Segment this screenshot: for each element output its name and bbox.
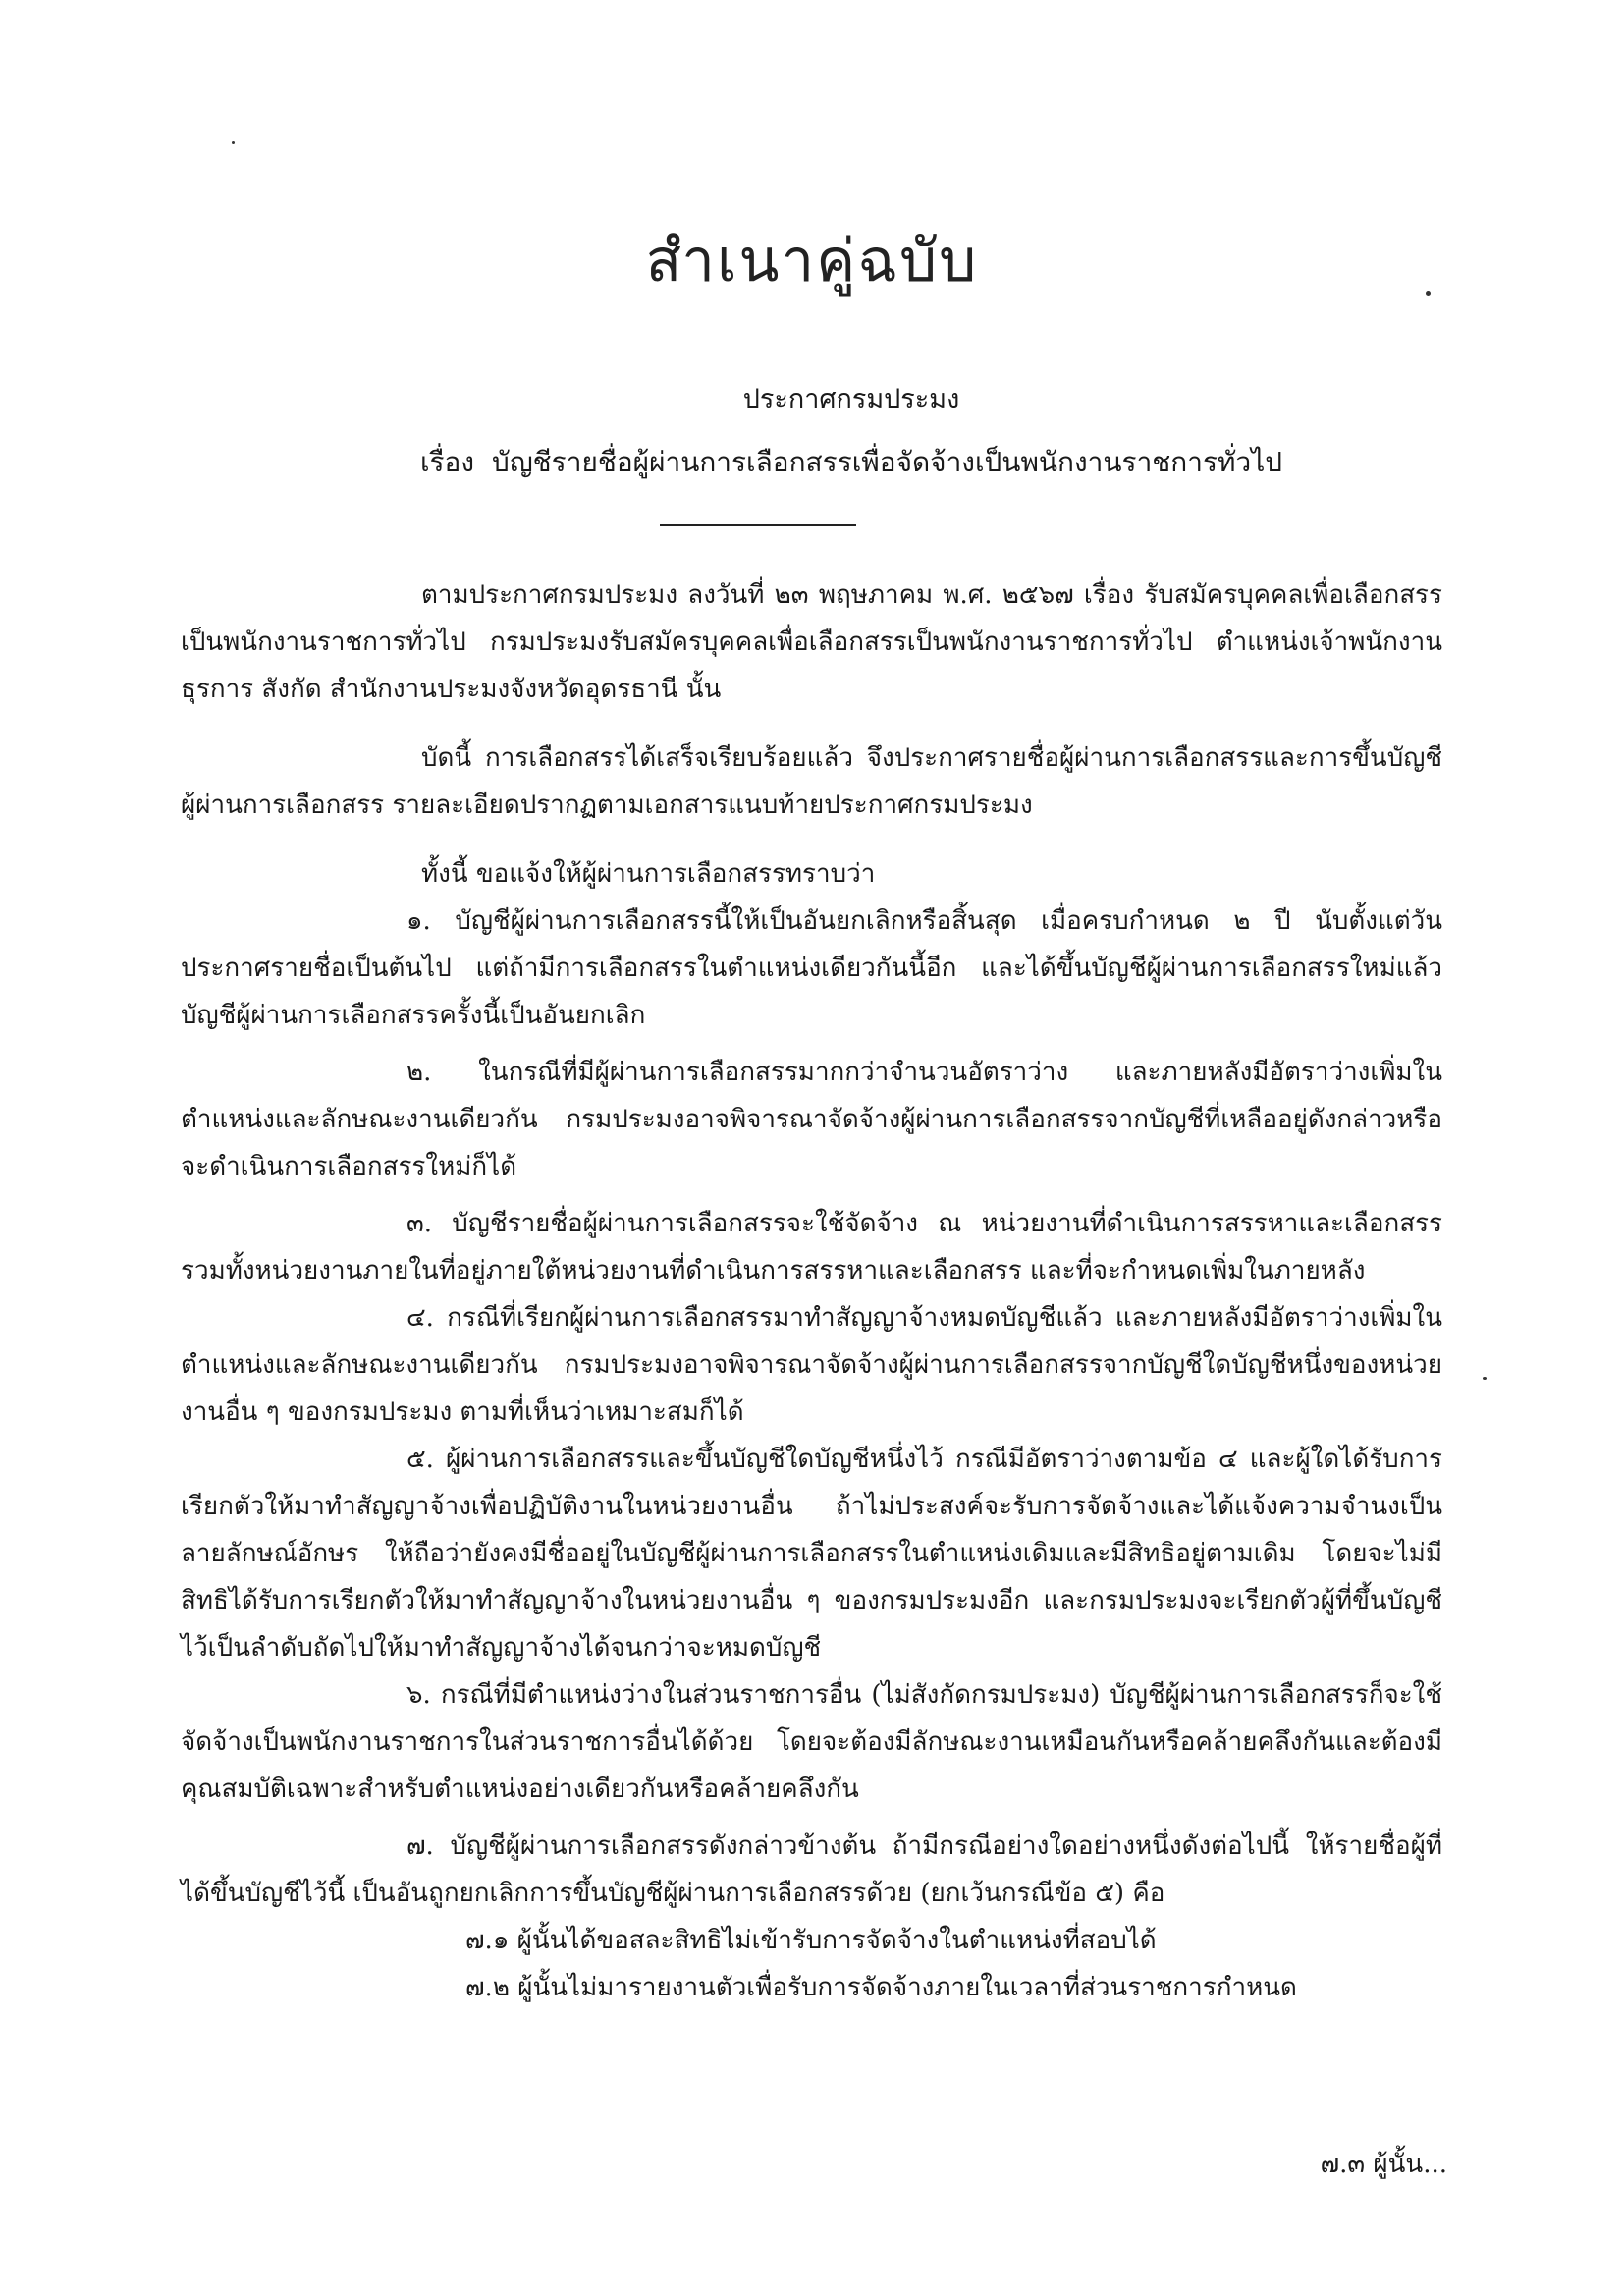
condition-item-4: ๔. กรณีที่เรียกผู้ผ่านการเลือกสรรมาทำสัญญาจ้างหมดบัญชีแล้ว และภายหลังมีอัตราว่างเพิ่มในตำแหน่งและลักษณะงานเดียวกัน กรมประมงอาจพิจารณาจัดจ้างผู้ผ่านการเลือกสรรจากบัญชีใดบัญชีหนึ่งของหน่วยงานอื่น ๆ ของกรมประมง ตามที่เห็นว่าเหมาะสมก็ได้	[181, 1303, 1442, 1427]
intro-paragraph: ตามประกาศกรมประมง ลงวันที่ ๒๓ พฤษภาคม พ.ศ. ๒๕๖๗ เรื่อง รับสมัครบุคคลเพื่อเลือกสรรเป็นพนักงานราชการทั่วไป กรมประมงรับสมัครบุคคลเพื่อเลือกสรรเป็นพนักงานราชการทั่วไป ตำแหน่งเจ้าพนักงานธุรการ สังกัด สำนักงานประมงจังหวัดอุดรธานี นั้น	[181, 580, 1442, 704]
scan-speck	[1426, 291, 1431, 296]
announcement-title: ประกาศกรมประมง	[742, 384, 960, 414]
announcement-header	[0, 377, 1624, 484]
notice-paragraph: ทั้งนี้ ขอแจ้งให้ผู้ผ่านการเลือกสรรทราบว่า	[421, 859, 876, 889]
announce-paragraph: บัดนี้ การเลือกสรรได้เสร็จเรียบร้อยแล้ว จึงประกาศรายชื่อผู้ผ่านการเลือกสรรและการขึ้นบัญชีผู้ผ่านการเลือกสรร รายละเอียดปรากฏตามเอกสารแนบท้ายประกาศกรมประมง	[181, 743, 1442, 820]
scan-speck	[1483, 1377, 1487, 1380]
condition-item-5: ๕. ผู้ผ่านการเลือกสรรและขึ้นบัญชีใดบัญชีหนึ่งไว้ กรณีมีอัตราว่างตามข้อ ๔ และผู้ใดได้รับการเรียกตัวให้มาทำสัญญาจ้างเพื่อปฏิบัติงานในหน่วยงานอื่น ถ้าไม่ประสงค์จะรับการจัดจ้างและได้แจ้งความจำนงเป็นลายลักษณ์อักษร ให้ถือว่ายังคงมีชื่ออยู่ในบัญชีผู้ผ่านการเลือกสรรในตำแหน่งเดิมและมีสิทธิอยู่ตามเดิม โดยจะไม่มีสิทธิได้รับการเรียกตัวให้มาทำสัญญาจ้างในหน่วยงานอื่น ๆ ของกรมประมงอีก และกรมประมงจะเรียกตัวผู้ที่ขึ้นบัญชีไว้เป็นลำดับถัดไปให้มาทำสัญญาจ้างได้จนกว่าจะหมดบัญชี	[181, 1445, 1442, 1663]
condition-item-6: ๖. กรณีที่มีตำแหน่งว่างในส่วนราชการอื่น (ไม่สังกัดกรมประมง) บัญชีผู้ผ่านการเลือกสรรก็จะใช้จัดจ้างเป็นพนักงานราชการในส่วนราชการอื่นได้ด้วย โดยจะต้องมีลักษณะงานเหมือนกันหรือคล้ายคลึงกันและต้องมีคุณสมบัติเฉพาะสำหรับตำแหน่งอย่างเดียวกันหรือคล้ายคลึงกัน	[181, 1680, 1442, 1804]
announcement-subject	[0, 441, 1624, 484]
condition-item-7: ๗. บัญชีผู้ผ่านการเลือกสรรดังกล่าวข้างต้น ถ้ามีกรณีอย่างใดอย่างหนึ่งดังต่อไปนี้ ให้รายชื่อผู้ที่ได้ขึ้นบัญชีไว้นี้ เป็นอันถูกยกเลิกการขึ้นบัญชีผู้ผ่านการเลือกสรรด้วย (ยกเว้นกรณีข้อ ๕) คือ	[181, 1831, 1442, 1908]
subject-text: บัญชีรายชื่อผู้ผ่านการเลือกสรรเพื่อจัดจ้างเป็นพนักงานราชการทั่วไป	[492, 446, 1283, 478]
condition-item-3: ๓. บัญชีรายชื่อผู้ผ่านการเลือกสรรจะใช้จัดจ้าง ณ หน่วยงานที่ดำเนินการสรรหาและเลือกสรร รวมทั้งหน่วยงานภายในที่อยู่ภายใต้หน่วยงานที่ดำเนินการสรรหาและเลือกสรร และที่จะกำหนดเพิ่มในภายหลัง	[181, 1209, 1442, 1285]
scan-speck	[232, 141, 235, 144]
continuation-marker: ๗.๓ ผู้นั้น...	[1320, 2150, 1447, 2179]
title-divider	[660, 524, 856, 526]
copy-stamp: สำเนาคู่ฉบับ	[645, 227, 979, 296]
condition-item-1: ๑. บัญชีผู้ผ่านการเลือกสรรนี้ให้เป็นอันยกเลิกหรือสิ้นสุด เมื่อครบกำหนด ๒ ปี นับตั้งแต่วันประกาศรายชื่อเป็นต้นไป แต่ถ้ามีการเลือกสรรในตำแหน่งเดียวกันนี้อีก และได้ขึ้นบัญชีผู้ผ่านการเลือกสรรใหม่แล้ว บัญชีผู้ผ่านการเลือกสรรครั้งนี้เป็นอันยกเลิก	[181, 906, 1442, 1030]
sub-item-7-2: ๗.๒ ผู้นั้นไม่มารายงานตัวเพื่อรับการจัดจ้างภายในเวลาที่ส่วนราชการกำหนด	[465, 1973, 1297, 2002]
subject-label: เรื่อง	[419, 446, 475, 478]
sub-item-7-1: ๗.๑ ผู้นั้นได้ขอสละสิทธิไม่เข้ารับการจัดจ้างในตำแหน่งที่สอบได้	[465, 1926, 1157, 1955]
announcement-body	[181, 572, 1442, 2011]
condition-item-2: ๒. ในกรณีที่มีผู้ผ่านการเลือกสรรมากกว่าจำนวนอัตราว่าง และภายหลังมีอัตราว่างเพิ่มในตำแหน่งและลักษณะงานเดียวกัน กรมประมงอาจพิจารณาจัดจ้างผู้ผ่านการเลือกสรรจากบัญชีที่เหลืออยู่ดังกล่าวหรือจะดำเนินการเลือกสรรใหม่ก็ได้	[181, 1058, 1442, 1181]
